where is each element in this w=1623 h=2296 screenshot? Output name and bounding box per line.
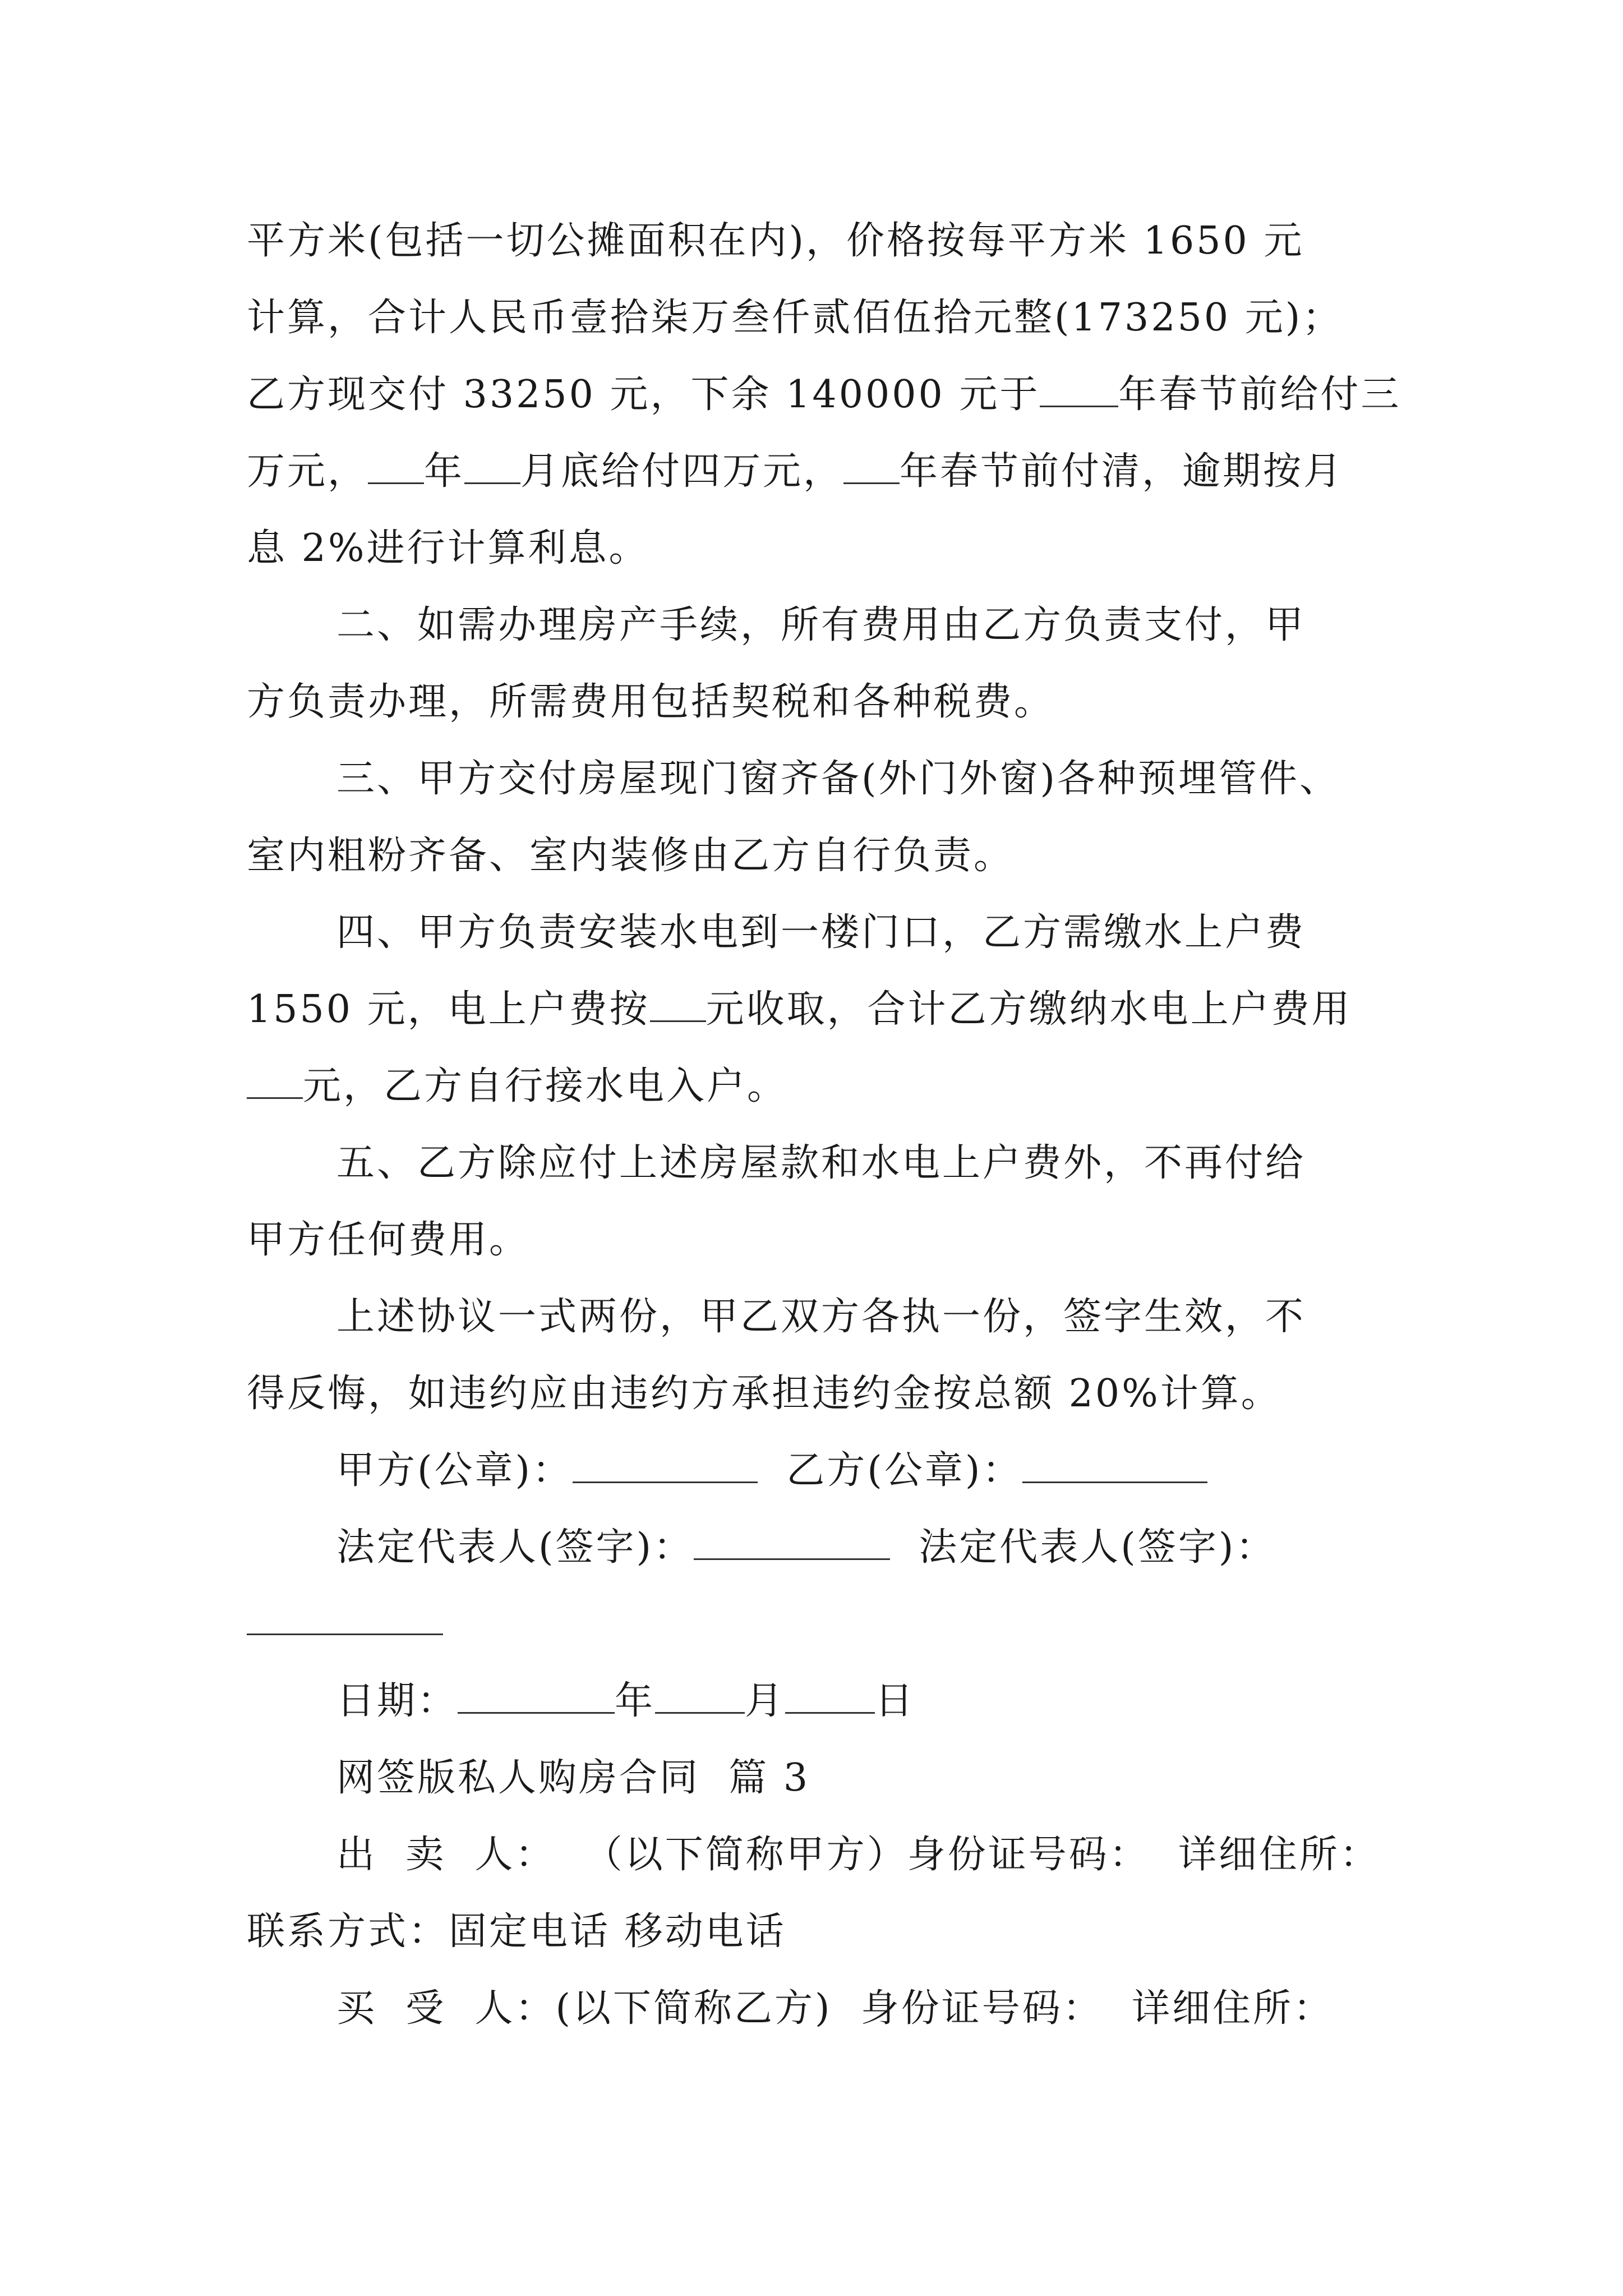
- blank-field: [655, 1678, 745, 1714]
- date-line: 日期： 年 月 日: [336, 1679, 916, 1723]
- blank-field: [458, 1678, 615, 1714]
- paragraph-line: 甲方任何费用。: [247, 1218, 530, 1262]
- blank-field: [650, 987, 706, 1022]
- paragraph-line: 四、甲方负责安装水电到一楼门口，乙方需缴水上户费: [336, 910, 1306, 955]
- paragraph-line: 万元， 年 月底给付四万元， 年春节前付清，逾期按月: [247, 449, 1344, 494]
- paragraph-line: 上述协议一式两份，甲乙双方各执一份，签字生效，不: [336, 1295, 1306, 1339]
- paragraph-line: 出 卖 人： （以下简称甲方）身份证号码： 详细住所：: [336, 1833, 1380, 1877]
- blank-field: [694, 1525, 890, 1560]
- paragraph-line: 联系方式：固定电话 移动电话: [247, 1910, 786, 1954]
- signature-line-party-a-b: 甲方(公章)： 乙方(公章)：: [336, 1443, 1207, 1499]
- paragraph-line: 乙方现交付 33250 元，下余 140000 元于 年春节前给付三: [247, 372, 1401, 417]
- paragraph-line: 方负责办理，所需费用包括契税和各种税费。: [247, 680, 1055, 724]
- signature-blank: [247, 1634, 443, 1635]
- paragraph-line: 元，乙方自行接水电入户。: [247, 1059, 787, 1115]
- blank-field: [573, 1448, 758, 1483]
- blank-field: [1022, 1448, 1207, 1483]
- section-title: 网签版私人购房合同 篇 3: [336, 1756, 810, 1800]
- blank-field: [368, 449, 424, 484]
- paragraph-line: 平方米(包括一切公摊面积在内)，价格按每平方米 1650 元: [247, 219, 1304, 263]
- paragraph-line: 计算，合计人民币壹拾柒万叁仟贰佰伍拾元整(173250 元)；: [247, 296, 1343, 340]
- signature-line-representatives: 法定代表人(签字)： 法定代表人(签字)：: [336, 1525, 1276, 1570]
- blank-field: [1040, 372, 1118, 407]
- blank-field: [247, 1064, 303, 1099]
- paragraph-line: 买 受 人：(以下简称乙方) 身份证号码： 详细住所：: [336, 1986, 1334, 2031]
- paragraph-line: 息 2%进行计算利息。: [247, 526, 649, 570]
- paragraph-line: 五、乙方除应付上述房屋款和水电上户费外，不再付给: [336, 1141, 1306, 1185]
- blank-field: [464, 449, 520, 484]
- paragraph-line: 室内粗粉齐备、室内装修由乙方自行负责。: [247, 834, 1015, 878]
- paragraph-line: 得反悔，如违约应由违约方承担违约金按总额 20%计算。: [247, 1372, 1281, 1416]
- paragraph-line: 二、如需办理房产手续，所有费用由乙方负责支付，甲: [336, 603, 1306, 647]
- blank-field: [785, 1678, 875, 1714]
- blank-field: [843, 449, 900, 484]
- paragraph-line: 1550 元，电上户费按 元收取，合计乙方缴纳水电上户费用: [247, 987, 1352, 1032]
- paragraph-line: 三、甲方交付房屋现门窗齐备(外门外窗)各种预埋管件、: [336, 757, 1340, 801]
